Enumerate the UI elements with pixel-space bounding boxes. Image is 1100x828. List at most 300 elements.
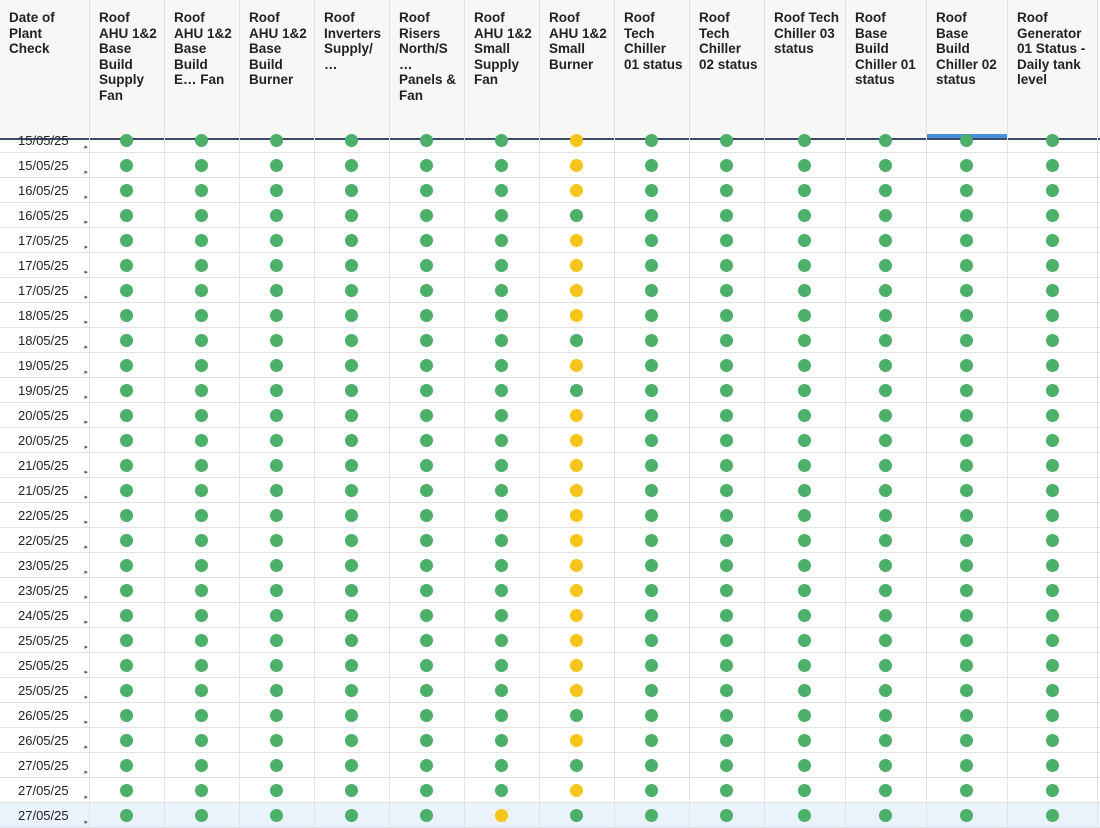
- status-cell[interactable]: [1008, 703, 1098, 728]
- row-expand-marker-icon[interactable]: ▸: [84, 244, 88, 251]
- status-cell[interactable]: [1008, 653, 1098, 678]
- status-cell[interactable]: [540, 153, 615, 178]
- status-cell[interactable]: [90, 128, 165, 153]
- status-cell[interactable]: [927, 203, 1008, 228]
- status-cell[interactable]: [1008, 428, 1098, 453]
- table-row[interactable]: [0, 503, 1100, 528]
- row-expand-marker-icon[interactable]: ▸: [84, 419, 88, 426]
- row-expand-marker-icon[interactable]: ▸: [84, 344, 88, 351]
- status-cell[interactable]: [615, 478, 690, 503]
- status-cell[interactable]: [1008, 753, 1098, 778]
- status-cell[interactable]: [390, 303, 465, 328]
- status-cell[interactable]: [765, 703, 846, 728]
- table-row[interactable]: [0, 203, 1100, 228]
- status-cell[interactable]: [390, 653, 465, 678]
- date-cell[interactable]: [0, 778, 90, 803]
- column-header-3[interactable]: [240, 0, 315, 138]
- status-cell[interactable]: [540, 678, 615, 703]
- status-cell[interactable]: [927, 303, 1008, 328]
- status-cell[interactable]: [315, 153, 390, 178]
- status-cell[interactable]: [465, 303, 540, 328]
- status-cell[interactable]: [465, 153, 540, 178]
- status-cell[interactable]: [315, 303, 390, 328]
- status-cell[interactable]: [540, 778, 615, 803]
- status-cell[interactable]: [615, 253, 690, 278]
- status-cell[interactable]: [165, 203, 240, 228]
- status-cell[interactable]: [540, 178, 615, 203]
- status-cell[interactable]: [846, 578, 927, 603]
- status-cell[interactable]: [90, 153, 165, 178]
- status-cell[interactable]: [465, 603, 540, 628]
- status-cell[interactable]: [615, 778, 690, 803]
- status-cell[interactable]: [615, 703, 690, 728]
- status-cell[interactable]: [390, 403, 465, 428]
- status-cell[interactable]: [165, 353, 240, 378]
- status-cell[interactable]: [540, 253, 615, 278]
- status-cell[interactable]: [465, 753, 540, 778]
- status-cell[interactable]: [390, 153, 465, 178]
- status-cell[interactable]: [846, 378, 927, 403]
- status-cell[interactable]: [390, 578, 465, 603]
- status-cell[interactable]: [390, 178, 465, 203]
- status-cell[interactable]: [390, 203, 465, 228]
- status-cell[interactable]: [465, 703, 540, 728]
- status-cell[interactable]: [315, 353, 390, 378]
- status-cell[interactable]: [465, 778, 540, 803]
- status-cell[interactable]: [690, 728, 765, 753]
- date-cell[interactable]: [0, 628, 90, 653]
- status-cell[interactable]: [90, 653, 165, 678]
- status-cell[interactable]: [540, 203, 615, 228]
- status-cell[interactable]: [165, 803, 240, 828]
- date-cell[interactable]: [0, 678, 90, 703]
- status-cell[interactable]: [165, 153, 240, 178]
- status-cell[interactable]: [465, 403, 540, 428]
- date-cell[interactable]: [0, 128, 90, 153]
- status-cell[interactable]: [1008, 553, 1098, 578]
- column-header-5[interactable]: [390, 0, 465, 138]
- table-row[interactable]: [0, 703, 1100, 728]
- row-expand-marker-icon[interactable]: ▸: [84, 494, 88, 501]
- status-cell[interactable]: [690, 453, 765, 478]
- status-cell[interactable]: [390, 328, 465, 353]
- status-cell[interactable]: [240, 578, 315, 603]
- status-cell[interactable]: [690, 503, 765, 528]
- status-cell[interactable]: [390, 803, 465, 828]
- status-cell[interactable]: [540, 653, 615, 678]
- status-cell[interactable]: [765, 478, 846, 503]
- status-cell[interactable]: [390, 678, 465, 703]
- table-row[interactable]: [0, 553, 1100, 578]
- date-cell[interactable]: [0, 428, 90, 453]
- status-cell[interactable]: [846, 353, 927, 378]
- status-cell[interactable]: [465, 528, 540, 553]
- status-cell[interactable]: [1008, 778, 1098, 803]
- row-expand-marker-icon[interactable]: ▸: [84, 469, 88, 476]
- status-cell[interactable]: [165, 753, 240, 778]
- status-cell[interactable]: [390, 453, 465, 478]
- status-cell[interactable]: [690, 428, 765, 453]
- status-cell[interactable]: [390, 278, 465, 303]
- table-row[interactable]: [0, 603, 1100, 628]
- status-cell[interactable]: [315, 328, 390, 353]
- status-cell[interactable]: [927, 453, 1008, 478]
- status-cell[interactable]: [540, 453, 615, 478]
- status-cell[interactable]: [165, 703, 240, 728]
- date-cell[interactable]: [0, 153, 90, 178]
- status-cell[interactable]: [690, 578, 765, 603]
- status-cell[interactable]: [165, 578, 240, 603]
- status-cell[interactable]: [315, 478, 390, 503]
- date-cell[interactable]: [0, 228, 90, 253]
- status-cell[interactable]: [690, 628, 765, 653]
- status-cell[interactable]: [927, 703, 1008, 728]
- status-cell[interactable]: [765, 628, 846, 653]
- status-cell[interactable]: [390, 603, 465, 628]
- status-cell[interactable]: [240, 253, 315, 278]
- status-cell[interactable]: [90, 728, 165, 753]
- status-cell[interactable]: [927, 228, 1008, 253]
- table-row[interactable]: [0, 678, 1100, 703]
- status-cell[interactable]: [240, 553, 315, 578]
- status-cell[interactable]: [240, 628, 315, 653]
- status-cell[interactable]: [846, 553, 927, 578]
- table-row[interactable]: [0, 753, 1100, 778]
- status-cell[interactable]: [465, 453, 540, 478]
- table-row[interactable]: [0, 803, 1100, 828]
- status-cell[interactable]: [927, 503, 1008, 528]
- status-cell[interactable]: [90, 778, 165, 803]
- status-cell[interactable]: [465, 628, 540, 653]
- column-header-8[interactable]: [615, 0, 690, 138]
- status-cell[interactable]: [690, 603, 765, 628]
- table-row[interactable]: [0, 628, 1100, 653]
- row-expand-marker-icon[interactable]: ▸: [84, 394, 88, 401]
- status-cell[interactable]: [846, 253, 927, 278]
- status-cell[interactable]: [165, 278, 240, 303]
- status-cell[interactable]: [240, 303, 315, 328]
- status-cell[interactable]: [1008, 178, 1098, 203]
- status-cell[interactable]: [465, 328, 540, 353]
- status-cell[interactable]: [240, 603, 315, 628]
- status-cell[interactable]: [465, 578, 540, 603]
- status-cell[interactable]: [765, 803, 846, 828]
- status-cell[interactable]: [846, 753, 927, 778]
- column-header-13[interactable]: [1008, 0, 1098, 138]
- date-cell[interactable]: [0, 803, 90, 828]
- table-row[interactable]: [0, 153, 1100, 178]
- date-cell[interactable]: [0, 278, 90, 303]
- column-header-2[interactable]: [165, 0, 240, 138]
- status-cell[interactable]: [390, 528, 465, 553]
- status-cell[interactable]: [390, 228, 465, 253]
- status-cell[interactable]: [1008, 378, 1098, 403]
- status-cell[interactable]: [765, 203, 846, 228]
- status-cell[interactable]: [90, 428, 165, 453]
- date-cell[interactable]: [0, 403, 90, 428]
- status-cell[interactable]: [1008, 353, 1098, 378]
- status-cell[interactable]: [90, 378, 165, 403]
- status-cell[interactable]: [846, 328, 927, 353]
- table-row[interactable]: [0, 328, 1100, 353]
- status-cell[interactable]: [390, 128, 465, 153]
- status-cell[interactable]: [927, 553, 1008, 578]
- status-cell[interactable]: [927, 753, 1008, 778]
- status-cell[interactable]: [615, 753, 690, 778]
- status-cell[interactable]: [165, 553, 240, 578]
- status-cell[interactable]: [690, 703, 765, 728]
- status-cell[interactable]: [846, 128, 927, 153]
- status-cell[interactable]: [90, 178, 165, 203]
- status-cell[interactable]: [540, 328, 615, 353]
- status-cell[interactable]: [690, 328, 765, 353]
- status-cell[interactable]: [615, 428, 690, 453]
- row-expand-marker-icon[interactable]: ▸: [84, 594, 88, 601]
- status-cell[interactable]: [315, 553, 390, 578]
- column-header-6[interactable]: [465, 0, 540, 138]
- status-cell[interactable]: [90, 478, 165, 503]
- date-cell[interactable]: [0, 253, 90, 278]
- status-cell[interactable]: [315, 753, 390, 778]
- row-expand-marker-icon[interactable]: ▸: [84, 569, 88, 576]
- column-header-10[interactable]: [765, 0, 846, 138]
- status-cell[interactable]: [465, 378, 540, 403]
- row-expand-marker-icon[interactable]: ▸: [84, 619, 88, 626]
- row-expand-marker-icon[interactable]: ▸: [84, 169, 88, 176]
- status-cell[interactable]: [540, 603, 615, 628]
- status-cell[interactable]: [390, 628, 465, 653]
- status-cell[interactable]: [1008, 228, 1098, 253]
- status-cell[interactable]: [846, 153, 927, 178]
- table-row[interactable]: [0, 278, 1100, 303]
- status-cell[interactable]: [315, 503, 390, 528]
- column-header-0[interactable]: [0, 0, 90, 138]
- status-cell[interactable]: [540, 628, 615, 653]
- status-cell[interactable]: [240, 803, 315, 828]
- status-cell[interactable]: [540, 578, 615, 603]
- status-cell[interactable]: [846, 478, 927, 503]
- status-cell[interactable]: [465, 353, 540, 378]
- status-cell[interactable]: [90, 303, 165, 328]
- status-cell[interactable]: [846, 278, 927, 303]
- table-row[interactable]: [0, 128, 1100, 153]
- status-cell[interactable]: [240, 528, 315, 553]
- status-cell[interactable]: [690, 253, 765, 278]
- status-cell[interactable]: [315, 178, 390, 203]
- status-cell[interactable]: [465, 678, 540, 703]
- status-cell[interactable]: [927, 128, 1008, 153]
- status-cell[interactable]: [765, 378, 846, 403]
- status-cell[interactable]: [315, 603, 390, 628]
- column-header-9[interactable]: [690, 0, 765, 138]
- status-cell[interactable]: [315, 453, 390, 478]
- status-cell[interactable]: [540, 503, 615, 528]
- status-cell[interactable]: [90, 203, 165, 228]
- status-cell[interactable]: [90, 578, 165, 603]
- table-row[interactable]: [0, 578, 1100, 603]
- row-expand-marker-icon[interactable]: ▸: [84, 694, 88, 701]
- status-cell[interactable]: [90, 553, 165, 578]
- status-cell[interactable]: [165, 728, 240, 753]
- status-cell[interactable]: [315, 778, 390, 803]
- date-cell[interactable]: [0, 453, 90, 478]
- status-cell[interactable]: [690, 353, 765, 378]
- status-cell[interactable]: [240, 278, 315, 303]
- status-cell[interactable]: [165, 503, 240, 528]
- status-cell[interactable]: [165, 678, 240, 703]
- status-cell[interactable]: [90, 528, 165, 553]
- status-cell[interactable]: [315, 678, 390, 703]
- status-cell[interactable]: [690, 528, 765, 553]
- status-cell[interactable]: [315, 728, 390, 753]
- date-cell[interactable]: [0, 178, 90, 203]
- status-cell[interactable]: [690, 303, 765, 328]
- status-cell[interactable]: [927, 578, 1008, 603]
- status-cell[interactable]: [315, 803, 390, 828]
- column-header-4[interactable]: [315, 0, 390, 138]
- status-cell[interactable]: [690, 478, 765, 503]
- status-cell[interactable]: [165, 403, 240, 428]
- status-cell[interactable]: [540, 553, 615, 578]
- date-cell[interactable]: [0, 303, 90, 328]
- table-row[interactable]: [0, 653, 1100, 678]
- date-cell[interactable]: [0, 478, 90, 503]
- status-cell[interactable]: [465, 253, 540, 278]
- status-cell[interactable]: [927, 478, 1008, 503]
- status-cell[interactable]: [690, 278, 765, 303]
- status-cell[interactable]: [615, 303, 690, 328]
- table-row[interactable]: [0, 303, 1100, 328]
- status-cell[interactable]: [615, 728, 690, 753]
- status-cell[interactable]: [1008, 528, 1098, 553]
- date-cell[interactable]: [0, 378, 90, 403]
- status-cell[interactable]: [390, 778, 465, 803]
- status-cell[interactable]: [240, 153, 315, 178]
- status-cell[interactable]: [1008, 203, 1098, 228]
- status-cell[interactable]: [540, 528, 615, 553]
- status-cell[interactable]: [240, 428, 315, 453]
- status-cell[interactable]: [927, 278, 1008, 303]
- row-expand-marker-icon[interactable]: ▸: [84, 769, 88, 776]
- date-cell[interactable]: [0, 553, 90, 578]
- status-cell[interactable]: [846, 178, 927, 203]
- status-cell[interactable]: [390, 503, 465, 528]
- status-cell[interactable]: [765, 353, 846, 378]
- status-cell[interactable]: [1008, 278, 1098, 303]
- status-cell[interactable]: [465, 228, 540, 253]
- status-cell[interactable]: [765, 428, 846, 453]
- status-cell[interactable]: [765, 553, 846, 578]
- status-cell[interactable]: [615, 178, 690, 203]
- row-expand-marker-icon[interactable]: ▸: [84, 294, 88, 301]
- status-cell[interactable]: [315, 378, 390, 403]
- status-cell[interactable]: [165, 128, 240, 153]
- status-cell[interactable]: [1008, 603, 1098, 628]
- row-expand-marker-icon[interactable]: ▸: [84, 519, 88, 526]
- status-cell[interactable]: [615, 653, 690, 678]
- status-cell[interactable]: [240, 128, 315, 153]
- status-cell[interactable]: [846, 778, 927, 803]
- status-cell[interactable]: [615, 328, 690, 353]
- date-cell[interactable]: [0, 203, 90, 228]
- status-cell[interactable]: [615, 678, 690, 703]
- status-cell[interactable]: [165, 478, 240, 503]
- row-expand-marker-icon[interactable]: ▸: [84, 744, 88, 751]
- row-expand-marker-icon[interactable]: ▸: [84, 219, 88, 226]
- status-cell[interactable]: [540, 353, 615, 378]
- status-cell[interactable]: [1008, 128, 1098, 153]
- row-expand-marker-icon[interactable]: ▸: [84, 719, 88, 726]
- status-cell[interactable]: [690, 753, 765, 778]
- status-cell[interactable]: [240, 778, 315, 803]
- status-cell[interactable]: [927, 403, 1008, 428]
- status-cell[interactable]: [90, 503, 165, 528]
- status-cell[interactable]: [315, 653, 390, 678]
- status-cell[interactable]: [927, 428, 1008, 453]
- column-header-7[interactable]: [540, 0, 615, 138]
- status-cell[interactable]: [615, 578, 690, 603]
- status-cell[interactable]: [765, 253, 846, 278]
- date-cell[interactable]: [0, 528, 90, 553]
- table-row[interactable]: [0, 428, 1100, 453]
- table-row[interactable]: [0, 778, 1100, 803]
- status-cell[interactable]: [765, 753, 846, 778]
- status-cell[interactable]: [90, 753, 165, 778]
- status-cell[interactable]: [390, 478, 465, 503]
- status-cell[interactable]: [927, 603, 1008, 628]
- status-cell[interactable]: [240, 178, 315, 203]
- status-cell[interactable]: [846, 428, 927, 453]
- status-cell[interactable]: [846, 803, 927, 828]
- status-cell[interactable]: [846, 453, 927, 478]
- status-cell[interactable]: [390, 703, 465, 728]
- status-cell[interactable]: [240, 703, 315, 728]
- status-cell[interactable]: [390, 353, 465, 378]
- row-expand-marker-icon[interactable]: ▸: [84, 319, 88, 326]
- status-cell[interactable]: [315, 278, 390, 303]
- status-cell[interactable]: [846, 203, 927, 228]
- table-row[interactable]: [0, 453, 1100, 478]
- status-cell[interactable]: [1008, 803, 1098, 828]
- status-cell[interactable]: [390, 728, 465, 753]
- status-cell[interactable]: [240, 453, 315, 478]
- table-row[interactable]: [0, 728, 1100, 753]
- status-cell[interactable]: [927, 728, 1008, 753]
- row-expand-marker-icon[interactable]: ▸: [84, 819, 88, 826]
- status-cell[interactable]: [315, 253, 390, 278]
- status-cell[interactable]: [465, 178, 540, 203]
- status-cell[interactable]: [165, 178, 240, 203]
- status-cell[interactable]: [90, 278, 165, 303]
- status-cell[interactable]: [165, 428, 240, 453]
- status-cell[interactable]: [165, 228, 240, 253]
- status-cell[interactable]: [315, 228, 390, 253]
- status-cell[interactable]: [927, 353, 1008, 378]
- status-cell[interactable]: [846, 603, 927, 628]
- status-cell[interactable]: [465, 278, 540, 303]
- table-row[interactable]: [0, 403, 1100, 428]
- status-cell[interactable]: [540, 753, 615, 778]
- status-cell[interactable]: [615, 628, 690, 653]
- status-cell[interactable]: [165, 628, 240, 653]
- status-cell[interactable]: [927, 528, 1008, 553]
- status-cell[interactable]: [765, 503, 846, 528]
- status-cell[interactable]: [315, 703, 390, 728]
- status-cell[interactable]: [240, 328, 315, 353]
- row-expand-marker-icon[interactable]: ▸: [84, 644, 88, 651]
- status-cell[interactable]: [765, 128, 846, 153]
- status-cell[interactable]: [90, 678, 165, 703]
